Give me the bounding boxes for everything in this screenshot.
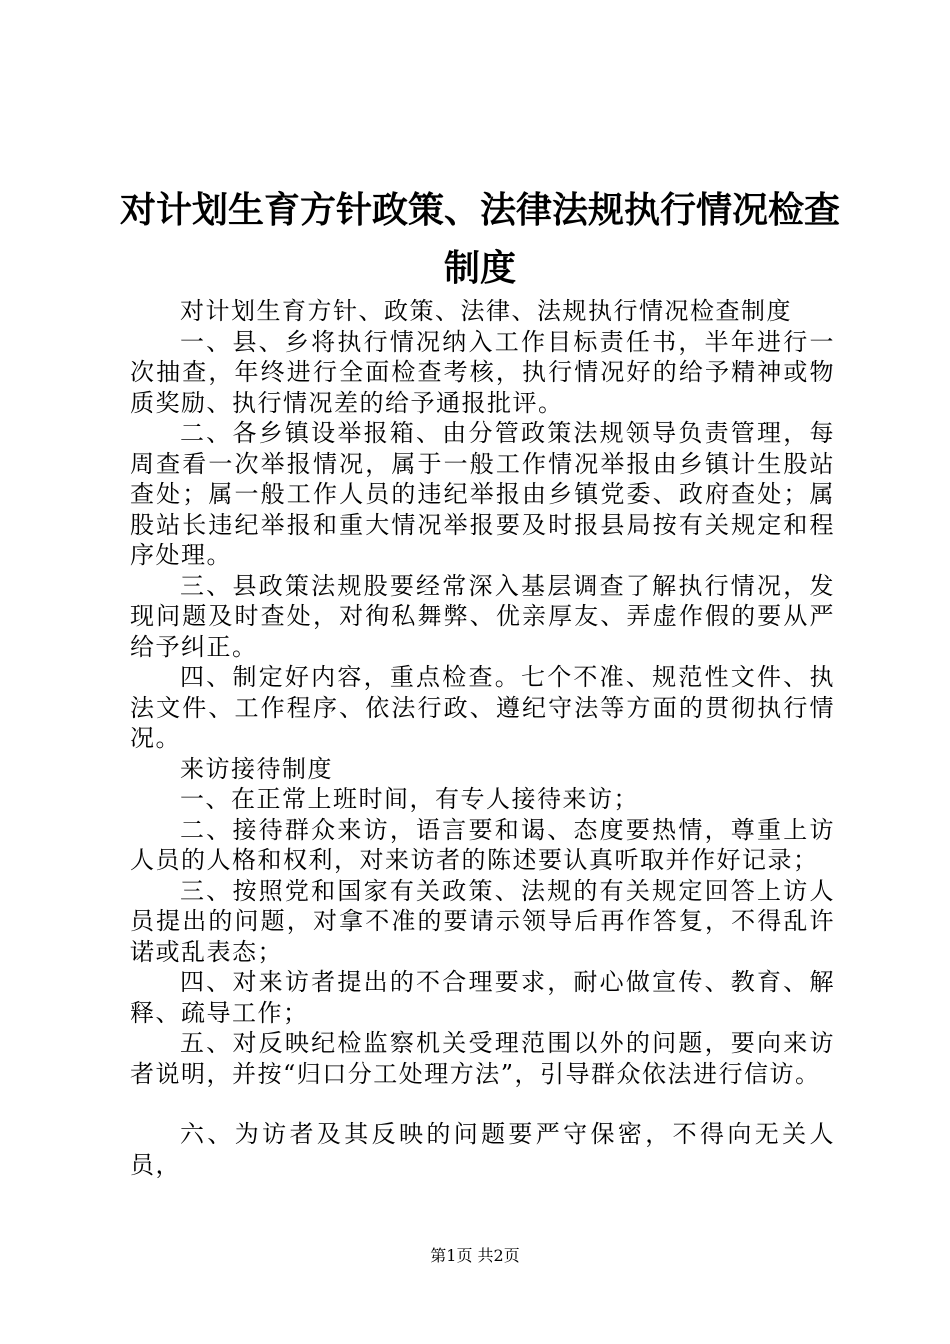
document-title-line-1: 对计划生育方针政策、法律法规执行情况检查 [120,189,841,231]
paragraph-reception-2: 二、接待群众来访，语言要和谒、态度要热情，尊重上访人员的人格和权利，对来访者的陈述要认真听取并作好记录； [130,815,835,874]
page-footer: 第1页 共2页 [430,1246,520,1265]
paragraph-item-4: 四、制定好内容，重点检查。七个不准、规范性文件、执法文件、工作程序、依法行政、遵纪守法等方面的贯彻执行情况。 [130,663,835,752]
paragraph-item-1: 一、县、乡将执行情况纳入工作目标责任书，半年进行一次抽查，年终进行全面检查考核，执行情况好的给予精神或物质奖励、执行情况差的给予通报批评。 [130,327,835,417]
paragraph-item-3: 三、县政策法规股要经常深入基层调查了解执行情况，发现问题及时查处，对徇私舞弊、优亲厚友、弄虚作假的要从严给予纠正。 [130,571,835,661]
paragraph-reception-1: 一、在正常上班时间，有专人接待来访； [180,785,639,813]
paragraph-reception-4: 四、对来访者提出的不合理要求，耐心做宣传、教育、解释、疏导工作； [130,968,835,1027]
paragraph-reception-3: 三、按照党和国家有关政策、法规的有关规定回答上访人员提出的问题，对拿不准的要请示领导后再作答复，不得乱许诺或乱表态； [130,876,835,966]
subtitle-paragraph: 对计划生育方针、政策、法律、法规执行情况检查制度 [180,297,792,325]
paragraph-item-2: 二、各乡镇设举报箱、由分管政策法规领导负责管理，每周查看一次举报情况，属于一般工作情况举报由乡镇计生股站查处；属一般工作人员的违纪举报由乡镇党委、政府查处；属股站长违纪举报和重大情况举报要及时报县局按有关规定和程序处理。 [130,419,835,569]
document-title-line-2: 制度 [443,247,516,289]
section-heading-visitor-reception: 来访接待制度 [180,754,333,783]
document-body [130,296,835,1180]
paragraph-reception-6: 六、为访者及其反映的问题要严守保密，不得向无关人员， [130,1120,835,1179]
paragraph-reception-5: 五、对反映纪检监察机关受理范围以外的问题，要向来访者说明，并按“归口分工处理方法”，引导群众依法进行信访。 [130,1029,835,1088]
